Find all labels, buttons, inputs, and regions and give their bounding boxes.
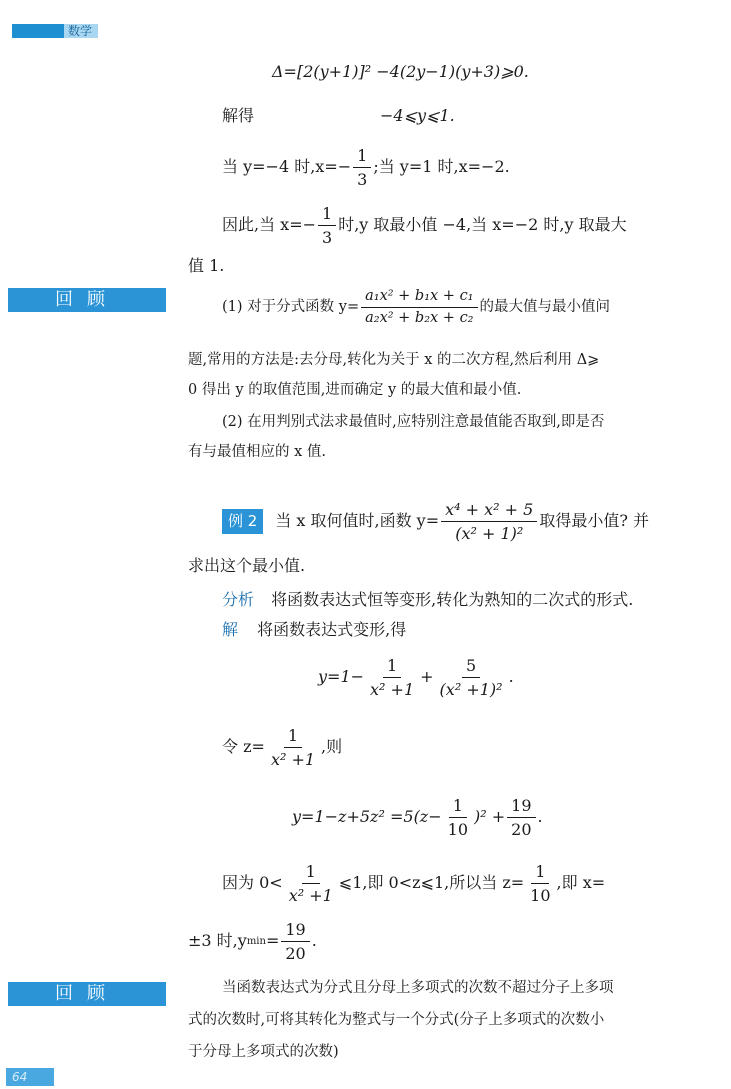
- when-line-a: 当 y=−4 时,x=−: [222, 157, 352, 177]
- fraction-numerator: x⁴ + x² + 5: [441, 500, 537, 522]
- fraction: [353, 146, 371, 189]
- fraction: [441, 500, 537, 543]
- fraction-numerator: 1: [353, 146, 371, 168]
- fraction-denominator: x² +1: [370, 680, 415, 700]
- fraction-numerator: 1: [531, 862, 549, 884]
- fraction-denominator: 10: [447, 820, 468, 840]
- eq2-a: y=1−z+5z² =5(z−: [292, 807, 442, 827]
- solution-label: 解: [222, 620, 239, 639]
- review-tag: 回顾: [8, 288, 166, 312]
- fraction-numerator: 19: [281, 920, 309, 942]
- fraction-numerator: a₁x² + b₁x + c₁: [361, 288, 477, 308]
- header-accent-bar: [12, 24, 64, 38]
- result-a: ±3 时,y: [188, 931, 247, 951]
- example2-q-b: 取得最小值? 并: [539, 511, 650, 531]
- fraction-numerator: 5: [462, 656, 480, 678]
- fraction-denominator: 3: [357, 170, 368, 190]
- solve-result: −4⩽y⩽1.: [380, 106, 455, 125]
- eq1-end: .: [508, 667, 514, 687]
- fraction: [507, 796, 535, 839]
- example-tag: 例 2: [222, 509, 263, 534]
- when-line-b: ;当 y=1 时,x=−2.: [373, 157, 510, 177]
- let-a: 令 z=: [222, 737, 265, 757]
- eq2-b: )² +: [474, 807, 506, 827]
- fraction-numerator: 1: [383, 656, 401, 678]
- example2-question: [222, 500, 649, 543]
- eq2-end: .: [537, 807, 543, 827]
- page-number: 64: [6, 1068, 54, 1086]
- fraction-denominator: (x² + 1)²: [455, 524, 524, 544]
- fraction-denominator: 10: [530, 886, 551, 906]
- fraction: [366, 656, 418, 699]
- review1-line4: (2) 在用判别式法求最值时,应特别注意最值能否取到,即是否: [222, 414, 605, 430]
- therefore-line-2: 值 1.: [188, 256, 225, 275]
- fraction-numerator: 1: [284, 726, 302, 748]
- fraction-numerator: 1: [318, 204, 336, 226]
- fraction-numerator: 19: [507, 796, 535, 818]
- fraction-numerator: 1: [302, 862, 320, 884]
- since-line: [222, 862, 605, 905]
- review2-line2: 式的次数时,可将其转化为整式与一个分式(分子上多项式的次数小: [188, 1012, 605, 1028]
- review1-line5: 有与最值相应的 x 值.: [188, 444, 327, 460]
- analysis-label: 分析: [222, 590, 255, 609]
- analysis-line: [222, 588, 633, 613]
- fraction-denominator: x² +1: [270, 750, 316, 770]
- fraction: [526, 862, 554, 905]
- therefore-line: [222, 204, 627, 247]
- result-end: .: [311, 931, 317, 951]
- fraction-denominator: x² +1: [288, 886, 333, 906]
- since-b: ⩽1,即 0<z⩽1,所以当 z=: [338, 873, 525, 893]
- therefore-b: 时,y 取最小值 −4,当 x=−2 时,y 取最大: [338, 215, 627, 235]
- result-subscript: min: [246, 935, 266, 947]
- fraction: [318, 204, 336, 247]
- solution-text: 将函数表达式变形,得: [257, 620, 407, 639]
- fraction: [436, 656, 507, 699]
- analysis-text: 将函数表达式恒等变形,转化为熟知的二次式的形式.: [271, 590, 634, 609]
- equation-2: [292, 796, 543, 839]
- delta-equation: Δ=[2(y+1)]² −4(2y−1)(y+3)⩾0.: [272, 62, 529, 81]
- example2-question-line2: 求出这个最小值.: [188, 556, 306, 575]
- review1-line2: 题,常用的方法是:去分母,转化为关于 x 的二次方程,然后利用 Δ⩾: [188, 352, 600, 368]
- equation-1: [318, 656, 514, 699]
- solve-label: 解得: [222, 106, 255, 125]
- since-a: 因为 0<: [222, 873, 283, 893]
- fraction: [267, 726, 319, 769]
- therefore-a: 因此,当 x=−: [222, 215, 317, 235]
- solution-line: [222, 618, 406, 643]
- review-tag: 回顾: [8, 982, 166, 1006]
- example2-q-a: 当 x 取何值时,函数 y=: [275, 511, 440, 531]
- fraction: [361, 288, 477, 328]
- let-b: ,则: [321, 737, 343, 757]
- subject-label: 数学: [68, 24, 93, 38]
- fraction-denominator: a₂x² + b₂x + c₂: [365, 310, 474, 327]
- review1-p1-b: 的最大值与最小值问: [479, 299, 610, 316]
- fraction: [285, 862, 337, 905]
- fraction-denominator: 3: [322, 228, 333, 248]
- since-c: ,即 x=: [556, 873, 606, 893]
- fraction-denominator: 20: [511, 820, 532, 840]
- review1-p1-a: (1) 对于分式函数 y=: [222, 299, 360, 316]
- review2-line1: 当函数表达式为分式且分母上多项式的次数不超过分子上多项: [222, 980, 614, 996]
- review2-line3: 于分母上多项式的次数): [188, 1044, 339, 1060]
- eq1-plus: +: [420, 667, 434, 687]
- result-b: =: [265, 931, 280, 951]
- review1-line3: 0 得出 y 的取值范围,进而确定 y 的最大值和最小值.: [188, 382, 522, 398]
- eq1-a: y=1−: [318, 667, 365, 687]
- when-line: [222, 146, 510, 189]
- fraction-denominator: 20: [285, 944, 306, 964]
- fraction-numerator: 1: [449, 796, 467, 818]
- review1-line1: [222, 288, 610, 328]
- let-line: [222, 726, 342, 769]
- fraction: [444, 796, 472, 839]
- result-line: [188, 920, 317, 963]
- fraction-denominator: (x² +1)²: [439, 680, 503, 700]
- fraction: [281, 920, 309, 963]
